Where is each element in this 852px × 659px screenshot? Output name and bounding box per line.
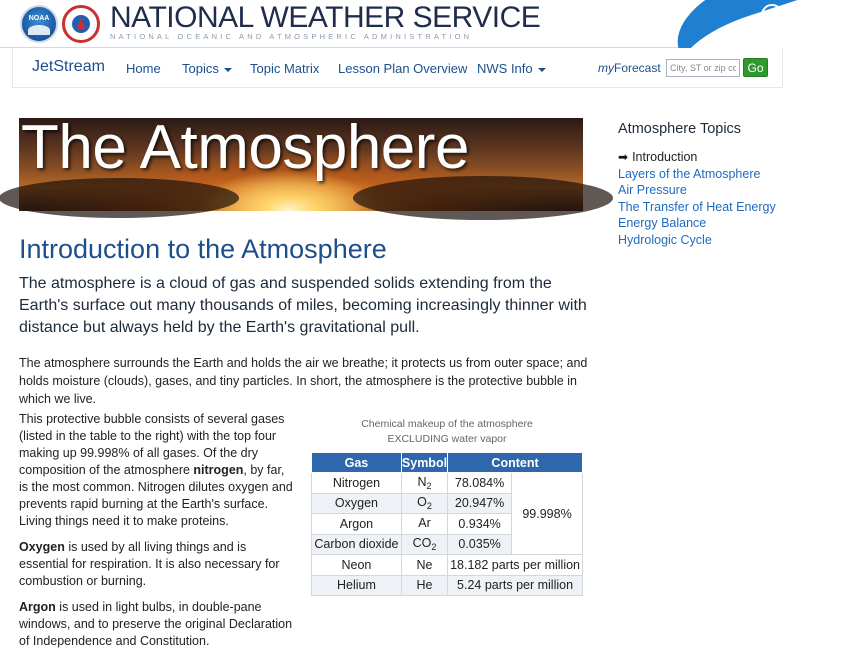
table-header-row <box>312 453 583 473</box>
gas-name: Nitrogen <box>312 473 402 494</box>
nav-home[interactable]: Home <box>126 61 161 76</box>
oxygen-text: is used by all living things and is essential for respiration. It is also necessary for combustion or burning. <box>19 540 280 588</box>
gas-name: Argon <box>312 514 402 535</box>
argon-text: is used in light bulbs, in double-pane windows, and to preserve the original Declaration of Independence and Constitution. <box>19 600 293 648</box>
nav-brand-jetstream[interactable]: JetStream <box>32 58 105 75</box>
page-title: Introduction to the Atmosphere <box>19 234 387 264</box>
bubble-text-2: , by far, is the most common. Nitrogen dilutes oxygen and prevents rapid burning at the Earth's surface. Living things need it to make proteins. <box>19 463 293 528</box>
gas-description-column <box>19 411 296 659</box>
gas-name: Helium <box>312 575 402 596</box>
symbol-text: CO <box>412 536 432 551</box>
symbol-text: N <box>417 474 427 489</box>
gas-name: Oxygen <box>312 493 402 514</box>
nws-logo[interactable] <box>62 5 100 43</box>
myforecast-prefix: my <box>598 61 614 75</box>
table-row <box>312 575 583 596</box>
total-content: 99.998% <box>512 473 583 555</box>
gas-composition-table <box>311 452 583 596</box>
argon-paragraph <box>19 599 296 650</box>
arrow-right-icon: ➡ <box>618 150 629 164</box>
nav-lesson-plan-overview[interactable]: Lesson Plan Overview <box>338 61 468 76</box>
symbol-subscript: 2 <box>426 480 432 491</box>
sidebar-item-energy-balance[interactable]: Energy Balance <box>618 216 707 230</box>
intro-paragraph: The atmosphere surrounds the Earth and holds the air we breathe; it protects us from outer space; and holds moisture (clouds), gases, and tiny particles. In short, the atmosphere is the protective bubble in which we live. <box>19 356 588 406</box>
sidebar-item-label: Introduction <box>632 150 698 164</box>
noaa-logo-text: NOAA <box>28 15 50 22</box>
sidebar-title: Atmosphere Topics <box>618 121 742 137</box>
nav-nws-info[interactable] <box>477 61 546 76</box>
sidebar-item-air-pressure[interactable]: Air Pressure <box>618 183 687 197</box>
gas-content: 18.182 parts per million <box>448 555 583 576</box>
sidebar-topic-list <box>618 149 776 248</box>
myforecast-suffix: Forecast <box>614 61 661 75</box>
table-row <box>312 555 583 576</box>
hero-title: The Atmosphere <box>21 113 469 182</box>
oxygen-paragraph <box>19 539 296 590</box>
nav-topic-matrix[interactable]: Topic Matrix <box>250 61 320 76</box>
symbol-subscript: 2 <box>431 542 437 553</box>
hero-cloud <box>0 178 239 218</box>
gas-symbol <box>401 534 447 555</box>
header-symbol: Symbol <box>401 453 447 473</box>
bubble-paragraph <box>19 411 296 530</box>
table-caption-line-2: EXCLUDING water vapor <box>387 433 507 445</box>
commerce-seal-icon[interactable]: ❅ <box>761 4 783 26</box>
symbol-text: O <box>417 495 427 510</box>
nav-topics[interactable] <box>182 61 232 76</box>
hero-banner-image <box>19 113 583 211</box>
header-gas: Gas <box>312 453 402 473</box>
myforecast-label <box>598 61 661 75</box>
sidebar-item-introduction <box>618 149 776 166</box>
chevron-down-icon <box>224 68 232 72</box>
table-caption <box>311 417 583 447</box>
lead-paragraph: The atmosphere is a cloud of gas and suspended solids extending from the Earth's surface out many thousands of miles, becoming increasingly thinner with distance but always held by the Earth's gravitational pull. <box>19 275 587 336</box>
nav-topics-label: Topics <box>182 61 219 76</box>
gas-symbol <box>401 493 447 514</box>
symbol-subscript: 2 <box>426 501 432 512</box>
gas-symbol <box>401 575 447 596</box>
table-row <box>312 473 583 494</box>
argon-bold: Argon <box>19 600 56 614</box>
gas-name: Neon <box>312 555 402 576</box>
site-subtitle: NATIONAL OCEANIC AND ATMOSPHERIC ADMINISTRATION <box>110 32 473 41</box>
header-content: Content <box>448 453 583 473</box>
gas-symbol <box>401 555 447 576</box>
gas-content: 5.24 parts per million <box>448 575 583 596</box>
nitrogen-bold: nitrogen <box>193 463 244 477</box>
gas-content: 0.035% <box>448 534 512 555</box>
gas-content: 78.084% <box>448 473 512 494</box>
sidebar-item-heat-transfer[interactable]: The Transfer of Heat Energy <box>618 199 776 214</box>
site-banner <box>0 0 795 48</box>
sidebar-item-layers[interactable]: Layers of the Atmosphere <box>618 166 761 181</box>
forecast-go-button[interactable]: Go <box>743 58 768 77</box>
gas-symbol <box>401 514 447 535</box>
bubble-text-1: This protective bubble consists of several gases (listed in the table to the right) with the top four making up 99.998% of all gases. Of the dry composition of the atmosphere <box>19 412 285 477</box>
nav-nws-info-label: NWS Info <box>477 61 533 76</box>
table-caption-line-1: Chemical makeup of the atmosphere <box>361 418 533 430</box>
gas-name: Carbon dioxide <box>312 534 402 555</box>
sidebar-item-hydrologic-cycle[interactable]: Hydrologic Cycle <box>618 232 712 247</box>
gas-content: 20.947% <box>448 493 512 514</box>
noaa-logo[interactable] <box>20 5 58 43</box>
symbol-text: Ar <box>418 515 431 530</box>
site-title[interactable]: NATIONAL WEATHER SERVICE <box>110 1 541 34</box>
symbol-text: Ne <box>416 557 433 572</box>
gas-content: 0.934% <box>448 514 512 535</box>
logo-group <box>20 5 100 43</box>
forecast-location-input[interactable] <box>666 59 740 77</box>
gas-symbol <box>401 473 447 494</box>
symbol-text: He <box>416 578 433 593</box>
oxygen-bold: Oxygen <box>19 540 65 554</box>
chevron-down-icon <box>538 68 546 72</box>
main-navbar <box>12 48 783 88</box>
